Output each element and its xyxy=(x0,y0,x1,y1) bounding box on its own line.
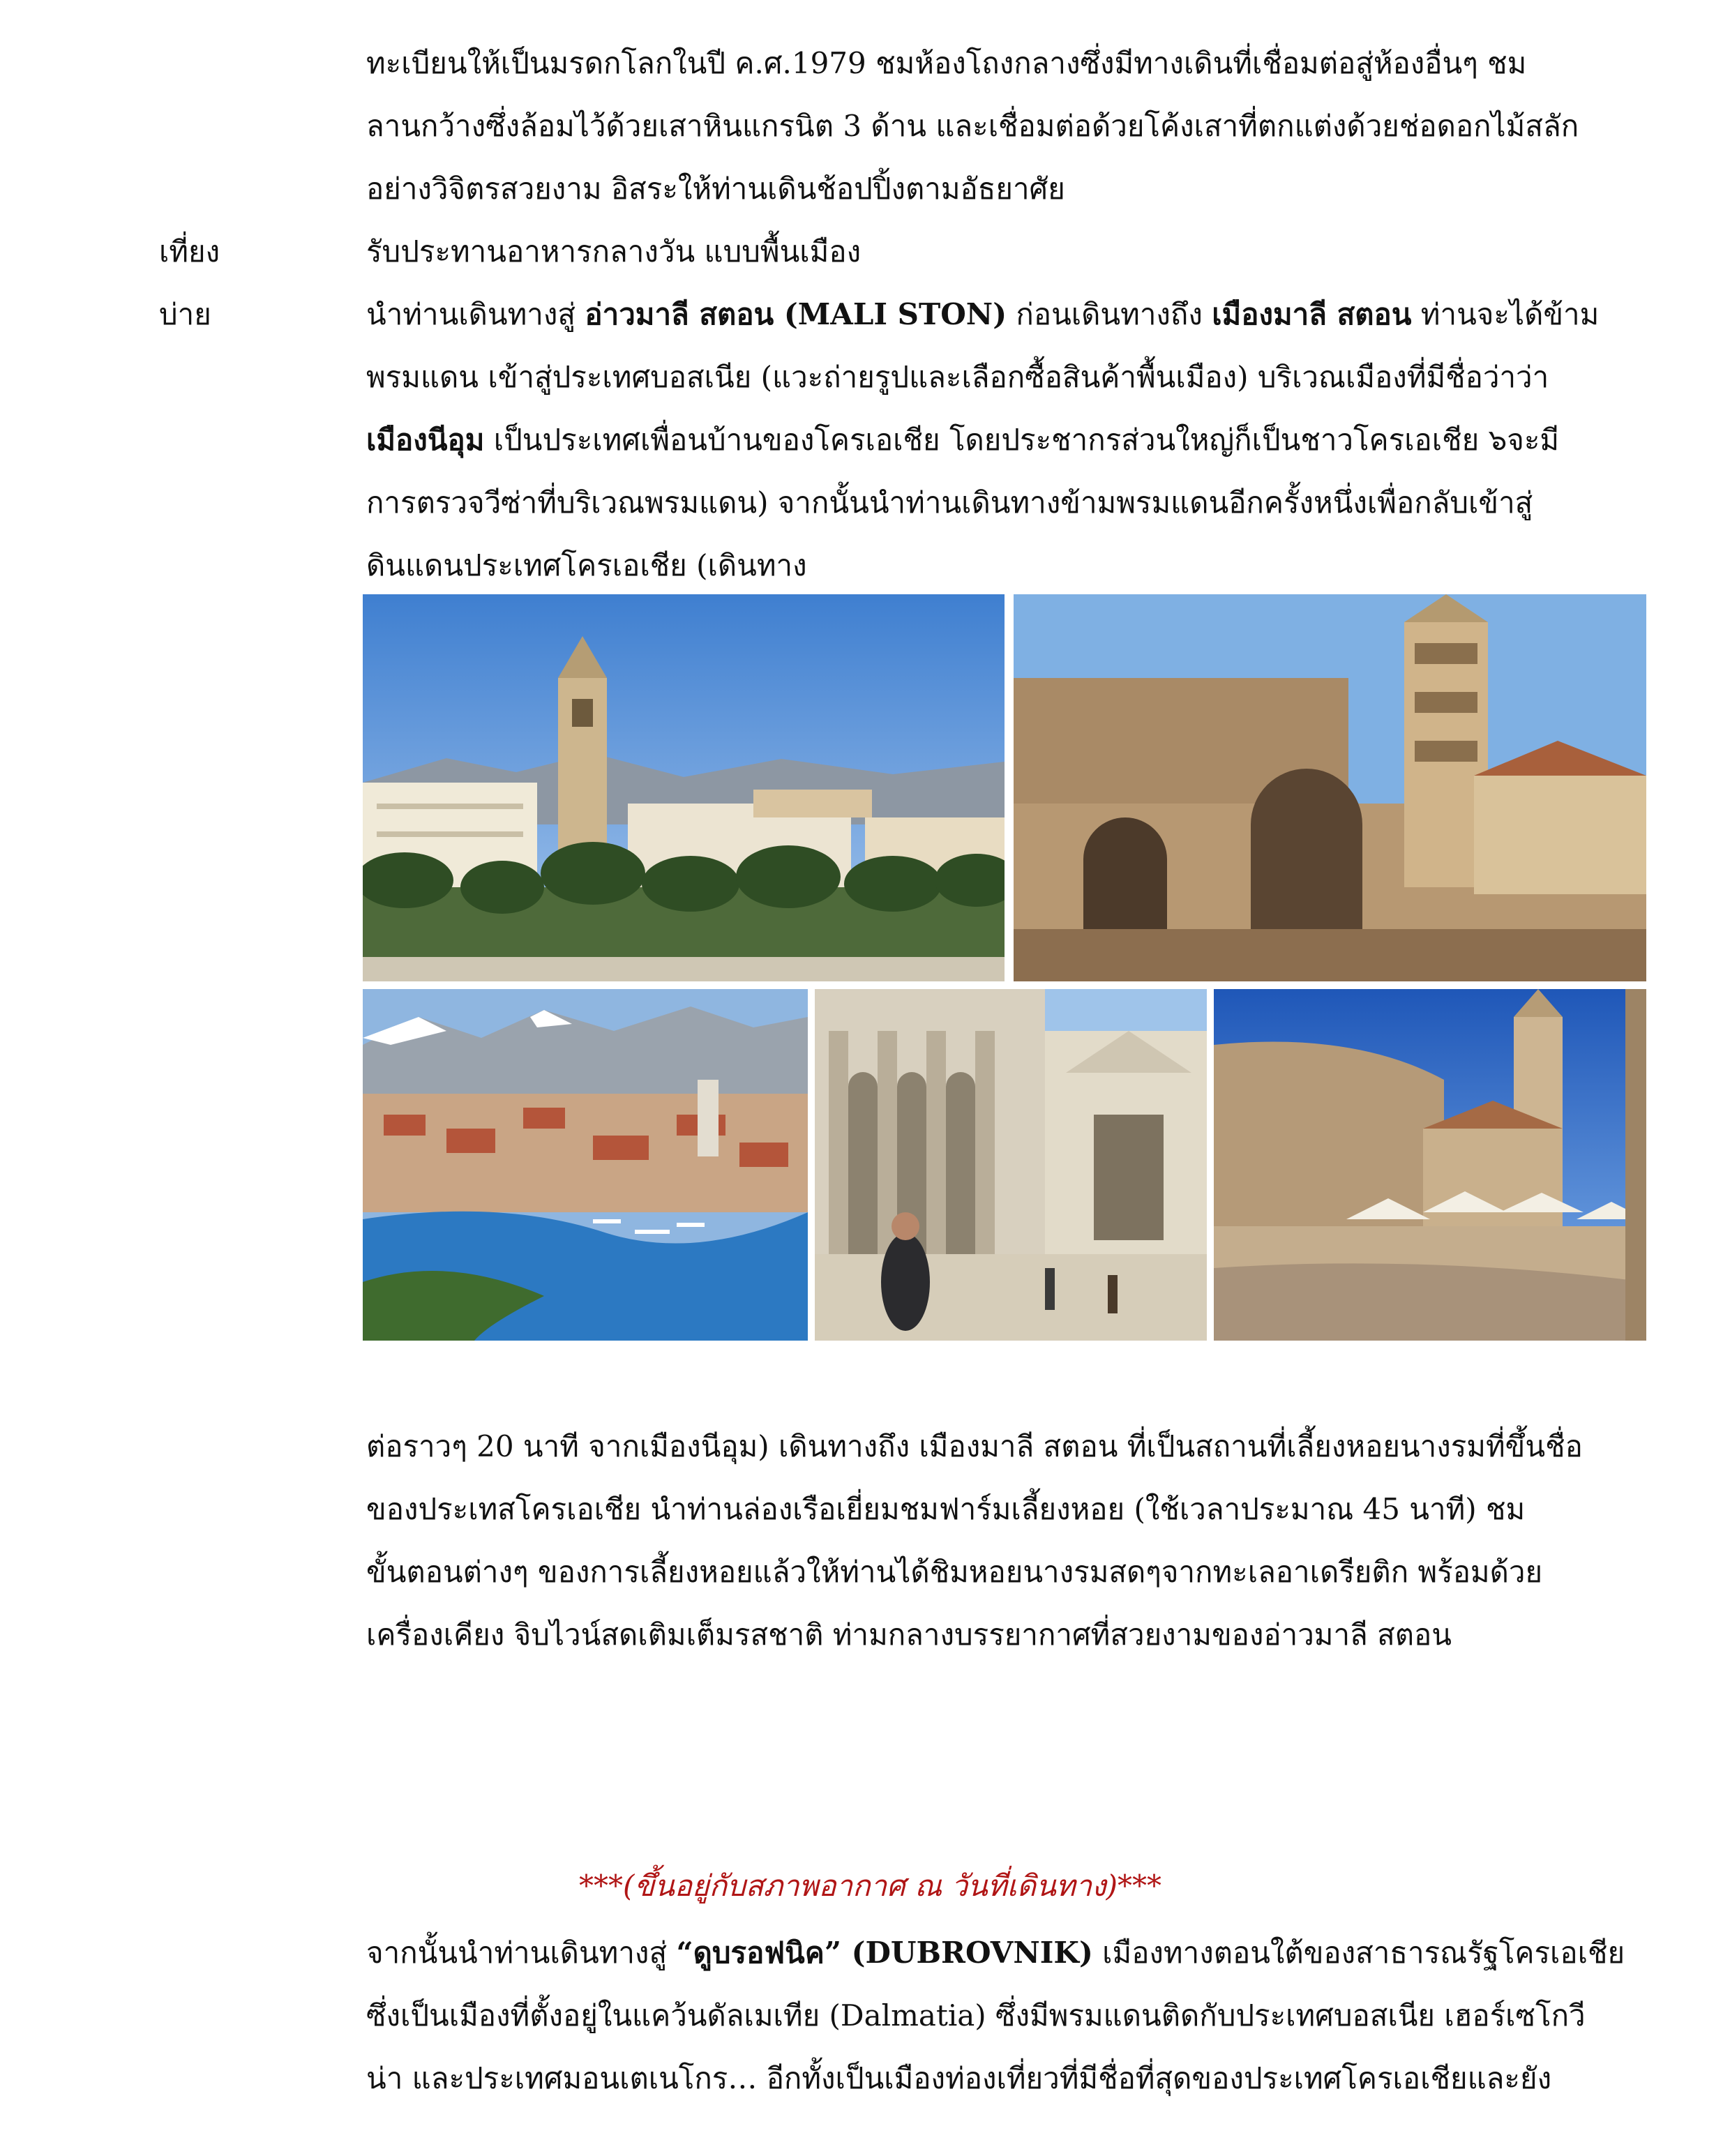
afternoon-line-3 xyxy=(366,422,1559,458)
afternoon-line-1-e: ท่านจะได้ข้าม xyxy=(1411,297,1600,331)
dubrovnik-line-1-c: เมืองทางตอนใต้ของสาธารณรัฐโครเอเชีย xyxy=(1092,1936,1625,1970)
continued-line-2: ของประเทสโครเอเชีย นำท่านล่องเรือเยี่ยมชมฟาร์มเลี้ยงหอย (ใช้เวลาประมาณ 45 นาที) ชม xyxy=(366,1492,1526,1526)
lunch-label: เที่ยง xyxy=(159,234,220,269)
afternoon-line-1-c: ก่อนเดินทางถึง xyxy=(1007,297,1212,331)
dubrovnik-line-3: น่า และประเทศมอนเตเนโกร… อีกทั้งเป็นเมืองท่องเที่ยวที่มีชื่อที่สุดของประเทศโครเอเชียและยัง xyxy=(366,2061,1552,2095)
afternoon-line-1-a: นำท่านเดินทางสู่ xyxy=(366,297,585,331)
continued-line-3: ขั้นตอนต่างๆ ของการเลี้ยงหอยแล้วให้ท่านได้ชิมหอยนางรมสดๆจากทะเลอาเดรียติก พร้อมด้วย xyxy=(366,1555,1543,1589)
continued-line-1: ต่อราวๆ 20 นาที จากเมืองนีอุม) เดินทางถึง เมืองมาลี สตอน ที่เป็นสถานที่เลี้ยงหอยนางรมที่ขึ้นชื่อ xyxy=(366,1429,1583,1463)
afternoon-line-2: พรมแดน เข้าสู่ประเทศบอสเนีย (แวะถ่ายรูปและเลือกซื้อสินค้าพื้นเมือง) บริเวณเมืองที่มีชื่อว่าว่า xyxy=(366,360,1549,394)
intro-line-3: อย่างวิจิตรสวยงาม อิสระให้ท่านเดินช้อปปิ้งตามอัธยาศัย xyxy=(366,172,1065,206)
continued-line-4: เครื่องเคียง จิบไวน์สดเติมเต็มรสชาติ ท่ามกลางบรรยากาศที่สวยงามของอ่าวมาลี สตอน xyxy=(366,1618,1452,1652)
intro-line-1: ทะเบียนให้เป็นมรดกโลกในปี ค.ศ.1979 ชมห้องโถงกลางซึ่งมีทางเดินที่เชื่อมต่อสู่ห้องอื่นๆ ชม xyxy=(366,46,1527,80)
photo-split-waterfront xyxy=(363,594,1005,981)
afternoon-line-4: การตรวจวีซ่าที่บริเวณพรมแดน) จากนั้นนำท่านเดินทางข้ามพรมแดนอีกครั้งหนึ่งเพื่อกลับเข้าสู่ xyxy=(366,485,1533,520)
dubrovnik-line-1 xyxy=(366,1935,1625,1971)
dubrovnik-line-2: ซึ่งเป็นเมืองที่ตั้งอยู่ในแคว้นดัลเมเทีย (Dalmatia) ซึ่งมีพรมแดนติดกับประเทศบอสเนีย เฮอร์เซโกวี xyxy=(366,1998,1586,2033)
mali-ston-town-name: เมืองมาลี สตอน xyxy=(1212,297,1412,331)
dubrovnik-line-1-a: จากนั้นนำท่านเดินทางสู่ xyxy=(366,1936,677,1970)
photo-split-harbor-aerial xyxy=(363,989,808,1341)
intro-line-2: ลานกว้างซึ่งล้อมไว้ด้วยเสาหินแกรนิต 3 ด้าน และเชื่อมต่อด้วยโค้งเสาที่ตกแต่งด้วยช่อดอกไม้สลัก xyxy=(366,109,1579,143)
weather-note: ***(ขึ้นอยู่กับสภาพอากาศ ณ วันที่เดินทาง)*** xyxy=(579,1869,1161,1903)
photo-peristyle-square xyxy=(815,989,1207,1341)
afternoon-line-1 xyxy=(366,296,1599,333)
mali-ston-bay-name: อ่าวมาลี สตอน (MALI STON) xyxy=(585,297,1007,331)
photo-old-town-cafe-square xyxy=(1214,989,1646,1341)
lunch-text: รับประทานอาหารกลางวัน แบบพื้นเมือง xyxy=(366,234,862,269)
dubrovnik-name: “ดูบรอฟนิค” (DUBROVNIK) xyxy=(676,1936,1093,1970)
afternoon-label: บ่าย xyxy=(159,297,211,331)
photo-diocletian-palace-ruins xyxy=(1014,594,1646,981)
afternoon-line-3-b: เป็นประเทศเพื่อนบ้านของโครเอเชีย โดยประชากรส่วนใหญ่ก็เป็นชาวโครเอเชีย ๖จะมี xyxy=(484,423,1560,457)
afternoon-line-5: ดินแดนประเทศโครเอเชีย (เดินทาง xyxy=(366,548,807,582)
neum-town-name: เมืองนีอุม xyxy=(366,423,485,457)
